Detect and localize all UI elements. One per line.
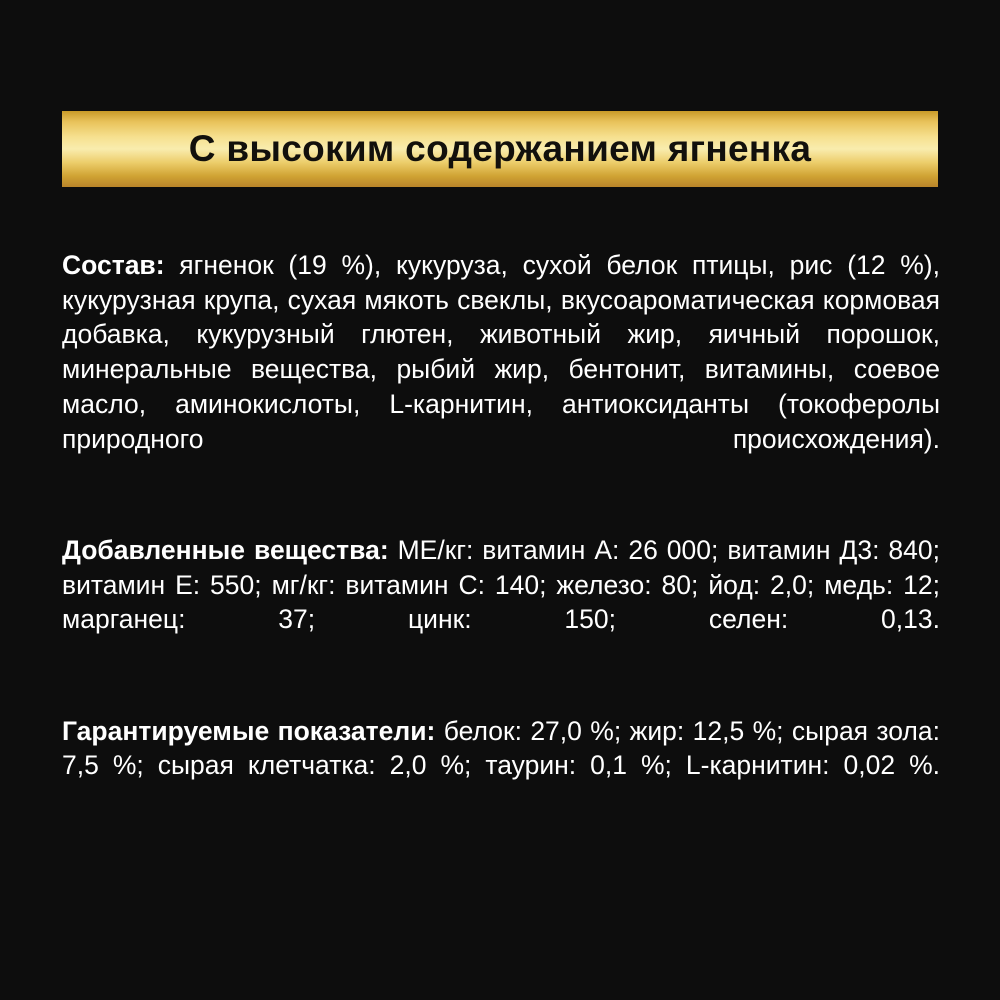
guaranteed-analysis-body: белок: 27,0 %; жир: 12,5 %; сырая зола: 7,5 %; сырая клетчатка: 2,0 %; таурин: 0,1 %; L-карнитин: 0,02 %. bbox=[62, 715, 940, 781]
label-content bbox=[62, 248, 940, 856]
added-substances-paragraph bbox=[62, 533, 940, 672]
section-added-substances bbox=[62, 533, 940, 672]
banner-title: С высоким содержанием ягненка bbox=[188, 128, 812, 169]
section-guaranteed-analysis bbox=[62, 714, 940, 818]
added-substances-heading: Добавленные вещества: bbox=[62, 534, 389, 565]
guaranteed-analysis-heading: Гарантируемые показатели: bbox=[62, 715, 436, 746]
added-substances-body: МЕ/кг: витамин А: 26 000; витамин Д3: 840; витамин Е: 550; мг/кг: витамин С: 140; железо: 80; йод: 2,0; медь: 12; марганец: 37; цинк: 150; селен: 0,13. bbox=[62, 534, 940, 635]
ingredients-paragraph bbox=[62, 248, 940, 491]
ingredients-heading: Состав: bbox=[62, 250, 165, 280]
guaranteed-analysis-paragraph bbox=[62, 714, 940, 818]
section-ingredients bbox=[62, 248, 940, 491]
highlight-banner bbox=[62, 111, 938, 187]
ingredients-body: ягненок (19 %), кукуруза, сухой белок птицы, рис (12 %), кукурузная крупа, сухая мякоть свеклы, вкусоароматическая кормовая добавка, кукурузный глютен, животный жир, яичный порошок, минеральные вещества, рыбий жир, бентонит, витамины, соевое масло, аминокислоты, L-карнитин, антиоксиданты (токоферолы природного происхождения). bbox=[62, 250, 940, 454]
